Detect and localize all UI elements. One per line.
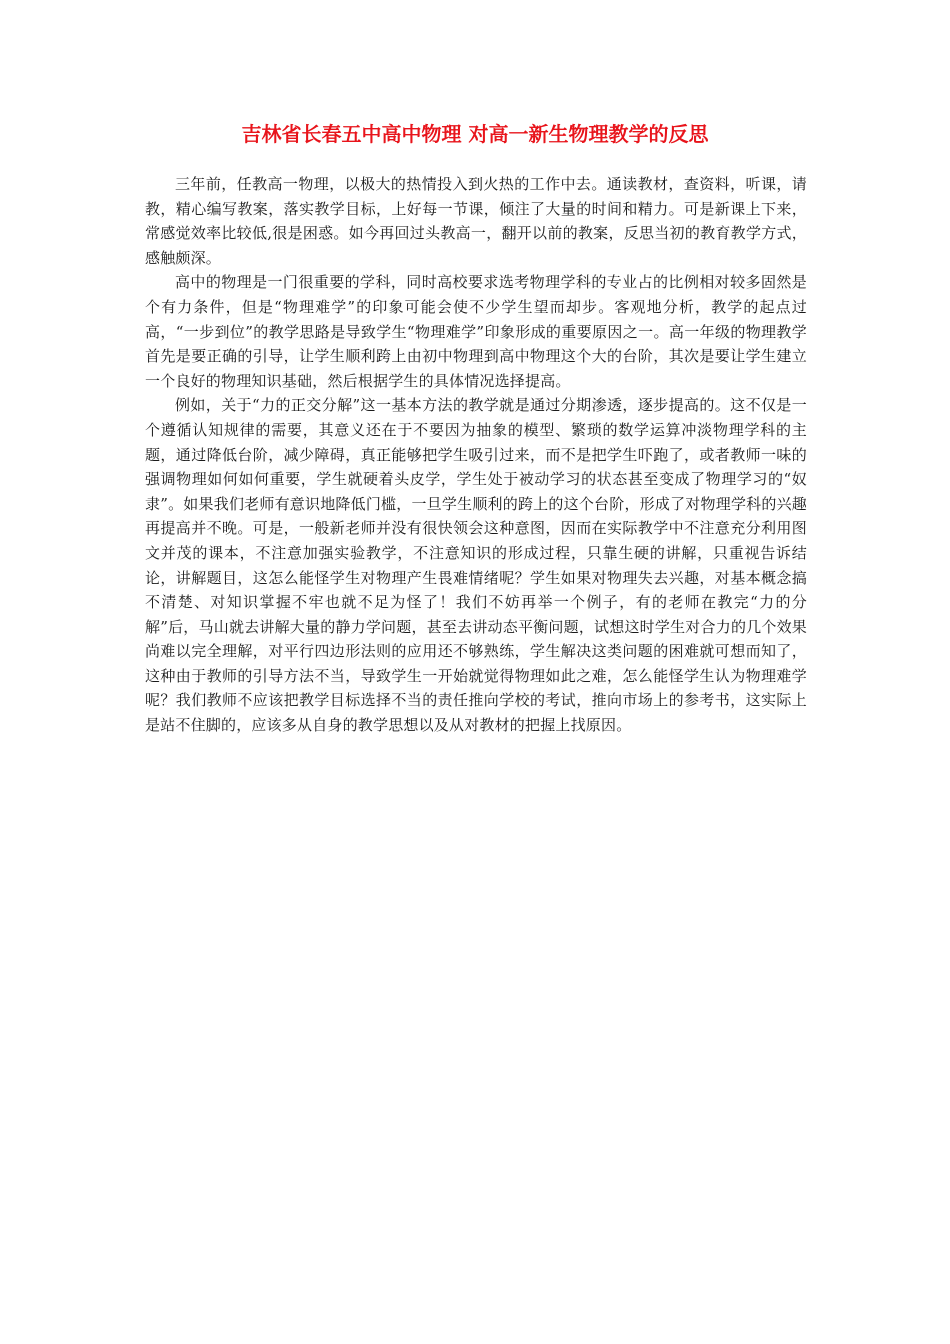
document-body: [145, 172, 807, 738]
paragraph-1: 三年前，任教高一物理，以极大的热情投入到火热的工作中去。通读教材，查资料，听课，请教，精心编写教案，落实教学目标，上好每一节课，倾注了大量的时间和精力。可是新课上下来，常感觉效率比较低,很是困惑。如今再回过头教高一，翻开以前的教案，反思当初的教育教学方式，感触颇深。: [145, 175, 807, 267]
paragraph-2: 高中的物理是一门很重要的学科，同时高校要求选考物理学科的专业占的比例相对较多固然是个有力条件，但是“物理难学”的印象可能会使不少学生望而却步。客观地分析，教学的起点过高，“一步到位”的教学思路是导致学生“物理难学”印象形成的重要原因之一。高一年级的物理教学首先是要正确的引导，让学生顺利跨上由初中物理到高中物理这个大的台阶，其次是要让学生建立一个良好的物理知识基础，然后根据学生的具体情况选择提高。: [145, 273, 807, 390]
document-title: 吉林省长春五中高中物理 对高一新生物理教学的反思: [241, 122, 709, 146]
paragraph-3: 例如，关于“力的正交分解”这一基本方法的教学就是通过分期渗透，逐步提高的。这不仅是一个遵循认知规律的需要，其意义还在于不要因为抽象的模型、繁琐的数学运算冲淡物理学科的主题，通过降低台阶，减少障碍，真正能够把学生吸引过来，而不是把学生吓跑了，或者教师一味的强调物理如何如何重要，学生就硬着头皮学，学生处于被动学习的状态甚至变成了物理学习的“奴隶”。如果我们老师有意识地降低门槛，一旦学生顺利的跨上的这个台阶，形成了对物理学科的兴趣再提高并不晚。可是，一般新老师并没有很快领会这种意图，因而在实际教学中不注意充分利用图文并茂的课本，不注意加强实验教学，不注意知识的形成过程，只靠生硬的讲解，只重视告诉结论，讲解题目，这怎么能怪学生对物理产生畏难情绪呢？学生如果对物理失去兴趣，对基本概念搞不清楚、对知识掌握不牢也就不足为怪了！我们不妨再举一个例子，有的老师在教完“力的分解”后，马山就去讲解大量的静力学问题，甚至去讲动态平衡问题，试想这时学生对合力的几个效果尚难以完全理解，对平行四边形法则的应用还不够熟练，学生解决这类问题的困难就可想而知了，这种由于教师的引导方法不当，导致学生一开始就觉得物理如此之难，怎么能怪学生认为物理难学呢？我们教师不应该把教学目标选择不当的责任推向学校的考试，推向市场上的参考书，这实际上是站不住脚的，应该多从自身的教学思想以及从对教材的把握上找原因。: [145, 396, 807, 735]
